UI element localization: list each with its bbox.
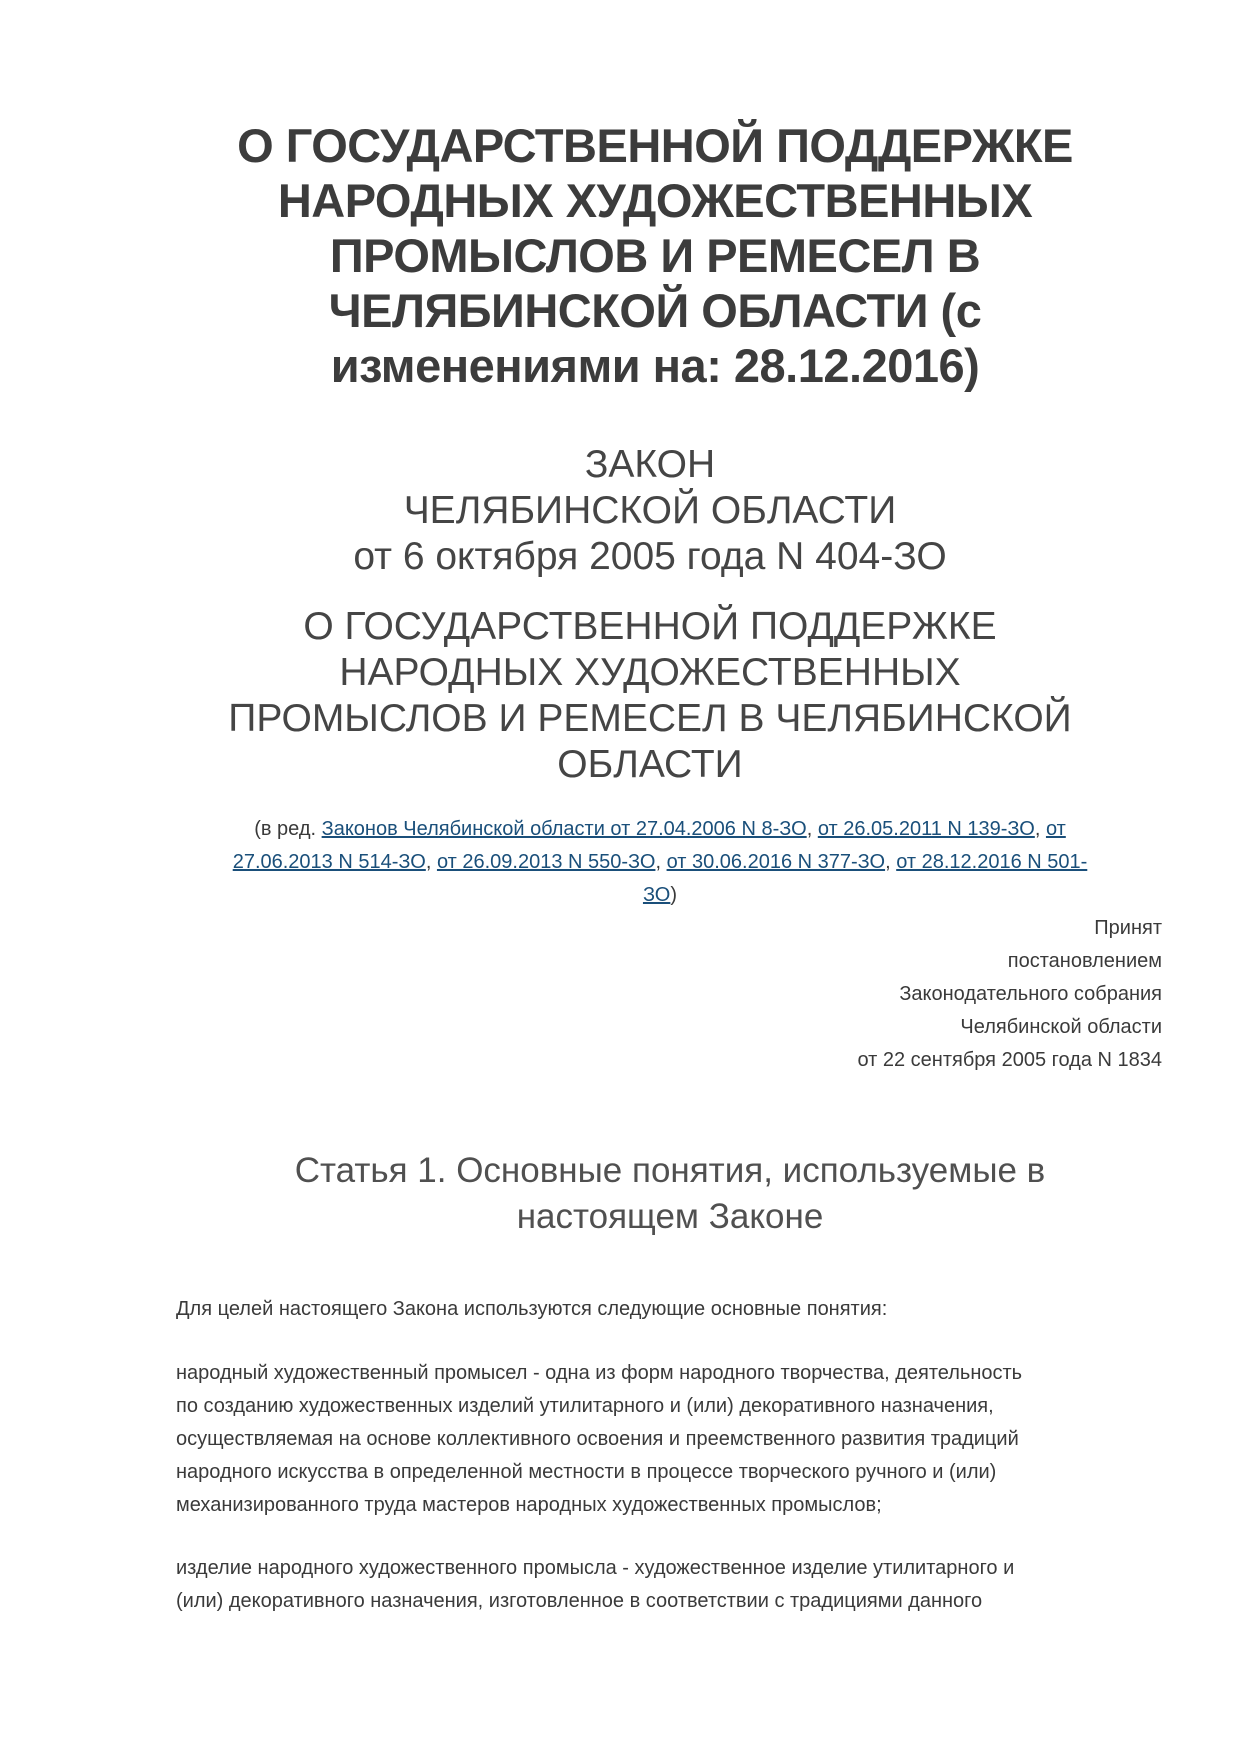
law-name-line: НАРОДНЫХ ХУДОЖЕСТВЕННЫХ	[339, 651, 961, 694]
paragraph-line: по созданию художественных изделий утилитарного и (или) декоративного назначения,	[176, 1395, 994, 1417]
adoption-line: Законодательного собрания	[899, 983, 1162, 1005]
paragraph-line: механизированного труда мастеров народных художественных промыслов;	[176, 1494, 882, 1516]
law-region: ЧЕЛЯБИНСКОЙ ОБЛАСТИ	[403, 489, 897, 532]
paragraph-line: народный художественный промысел - одна из форм народного творчества, деятельность	[176, 1362, 1023, 1384]
paragraph-line: осуществляемая на основе коллективного освоения и преемственного развития традиций	[176, 1428, 1019, 1450]
amendments-suffix: )	[670, 884, 678, 906]
separator: ,	[885, 851, 897, 873]
title-line: изменениями на: 28.12.2016)	[330, 339, 980, 392]
amendment-link-2016-06[interactable]: от 30.06.2016 N 377-ЗО	[666, 851, 886, 873]
separator: ,	[1034, 818, 1046, 840]
article-1-heading	[200, 1148, 1140, 1240]
paragraph-line: изделие народного художественного промысла - художественное изделие утилитарного и	[176, 1557, 1015, 1579]
law-date-number: от 6 октября 2005 года N 404-ЗО	[353, 535, 947, 578]
definition-folk-craft-item	[176, 1552, 1136, 1618]
amendment-link-2013-06[interactable]: 27.06.2013 N 514-ЗО	[232, 851, 426, 873]
amendment-link-2006[interactable]: Законов Челябинской области от 27.04.2006 N 8-ЗО	[321, 818, 807, 840]
amendment-link-2016-12[interactable]: от 28.12.2016 N 501-	[896, 851, 1088, 873]
title-line: ЧЕЛЯБИНСКОЙ ОБЛАСТИ (с	[328, 284, 982, 337]
separator: ,	[655, 851, 667, 873]
heading-line: настоящем Законе	[516, 1197, 824, 1236]
law-name	[170, 604, 1130, 788]
document-title	[200, 118, 1110, 393]
paragraph-line: Для целей настоящего Закона используются следующие основные понятия:	[176, 1298, 888, 1320]
amendment-link-2011[interactable]: от 26.05.2011 N 139-ЗО	[817, 818, 1035, 840]
adoption-line: Принят	[1094, 917, 1162, 939]
law-name-line: О ГОСУДАРСТВЕННОЙ ПОДДЕРЖКЕ	[303, 605, 997, 648]
adoption-note	[857, 912, 1162, 1077]
law-name-line: ПРОМЫСЛОВ И РЕМЕСЕЛ В ЧЕЛЯБИНСКОЙ	[228, 697, 1072, 740]
law-header	[170, 442, 1130, 580]
heading-line: Статья 1. Основные понятия, используемые в	[294, 1151, 1046, 1190]
article-1-intro	[176, 1293, 1136, 1326]
amendments-prefix: (в ред.	[254, 818, 322, 840]
title-line: О ГОСУДАРСТВЕННОЙ ПОДДЕРЖКЕ	[237, 119, 1073, 172]
amendment-link-2016-12[interactable]: ЗО	[642, 884, 671, 906]
amendment-link-2013-09[interactable]: от 26.09.2013 N 550-ЗО	[436, 851, 656, 873]
title-line: НАРОДНЫХ ХУДОЖЕСТВЕННЫХ	[277, 174, 1033, 227]
separator: ,	[806, 818, 818, 840]
law-name-line: ОБЛАСТИ	[557, 743, 743, 786]
adoption-line: от 22 сентября 2005 года N 1834	[857, 1049, 1162, 1071]
separator: ,	[425, 851, 437, 873]
definition-folk-craft	[176, 1357, 1136, 1522]
adoption-line: постановлением	[1007, 950, 1162, 972]
adoption-line: Челябинской области	[960, 1016, 1162, 1038]
amendments-note	[170, 813, 1150, 912]
amendment-link-2013-06[interactable]: от	[1045, 818, 1066, 840]
title-line: ПРОМЫСЛОВ И РЕМЕСЕЛ В	[329, 229, 981, 282]
paragraph-line: (или) декоративного назначения, изготовленное в соответствии с традициями данного	[176, 1590, 983, 1612]
paragraph-line: народного искусства в определенной местности в процессе творческого ручного и (или)	[176, 1461, 997, 1483]
law-type: ЗАКОН	[584, 443, 716, 486]
